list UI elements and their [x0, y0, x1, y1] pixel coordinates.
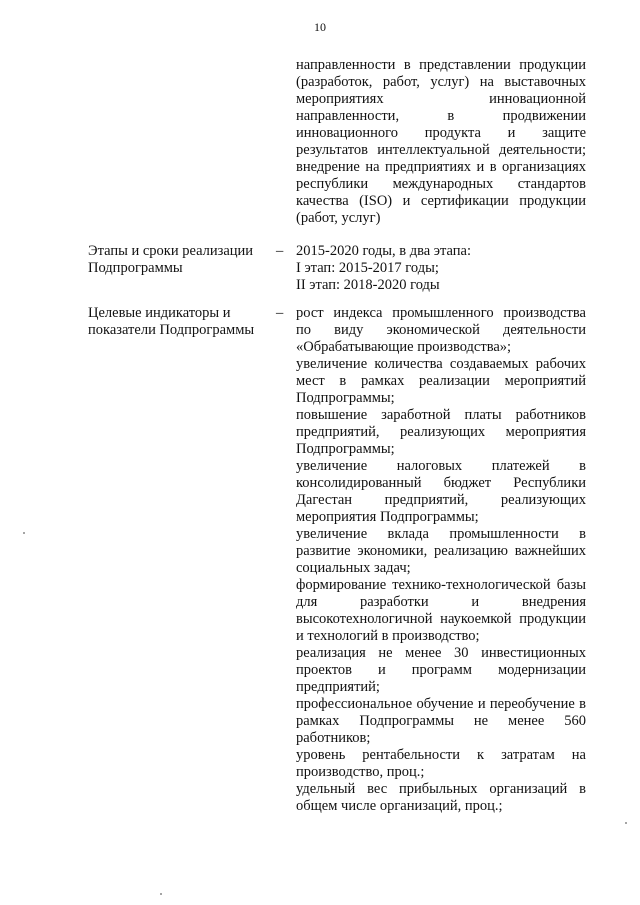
text-line: (работ, услуг) — [296, 210, 381, 226]
continuation-text — [296, 57, 586, 227]
text-line: инновационного продукта и защите — [296, 125, 586, 141]
indicator-item: увеличение количества создаваемых рабочих мест в рамках реализации мероприятий Подпрограммы; — [296, 356, 586, 406]
indicator-item: уровень рентабельности к затратам на производство, проц.; — [296, 747, 586, 780]
indicator-item: профессиональное обучение и переобучение в рамках Подпрограммы не менее 560 работников; — [296, 696, 586, 746]
indicators-label: Целевые индикаторы и показатели Подпрограммы — [88, 305, 255, 338]
indicator-item: рост индекса промышленного производства по виду экономической деятельности «Обрабатывающие производства»; — [296, 305, 586, 355]
scan-speck — [160, 893, 162, 895]
stages-text — [296, 243, 586, 294]
text-line: (разработок, работ, услуг) на выставочных — [296, 74, 586, 90]
text-line: качества (ISO) и сертификации продукции — [296, 193, 586, 209]
text-line: направленности, в продвижении — [296, 108, 586, 124]
text-line: внедрение на предприятиях и в организациях — [296, 159, 586, 175]
text-line: результатов интеллектуальной деятельности; — [296, 142, 586, 158]
indicator-item: формирование технико-технологической базы для разработки и внедрения высокотехнологичной наукоемкой продукции и технологий в производство; — [296, 577, 586, 644]
text-line: I этап: 2015-2017 годы; — [296, 260, 439, 276]
text-line: II этап: 2018-2020 годы — [296, 277, 440, 293]
dash: – — [276, 243, 284, 259]
page-number: 10 — [314, 20, 326, 34]
text-line: республики международных стандартов — [296, 176, 586, 192]
indicators-list — [296, 305, 586, 815]
stages-label: Этапы и сроки реализации Подпрограммы — [88, 243, 254, 276]
scan-speck — [23, 532, 25, 534]
dash: – — [276, 305, 284, 321]
indicator-item: удельный вес прибыльных организаций в общем числе организаций, проц.; — [296, 781, 586, 814]
text-line: направленности в представлении продукции — [296, 57, 586, 73]
text-line: 2015-2020 годы, в два этапа: — [296, 243, 472, 259]
indicator-item: увеличение вклада промышленности в развитие экономики, реализацию важнейших социальных задач; — [296, 526, 586, 576]
indicator-item: увеличение налоговых платежей в консолидированный бюджет Республики Дагестан предприятий, реализующих мероприятия Подпрограммы; — [296, 458, 586, 525]
text-line: мероприятиях инновационной — [296, 91, 586, 107]
scan-speck — [625, 822, 627, 824]
indicator-item: реализация не менее 30 инвестиционных проектов и программ модернизации предприятий; — [296, 645, 586, 695]
indicator-item: повышение заработной платы работников предприятий, реализующих мероприятия Подпрограммы; — [296, 407, 586, 457]
